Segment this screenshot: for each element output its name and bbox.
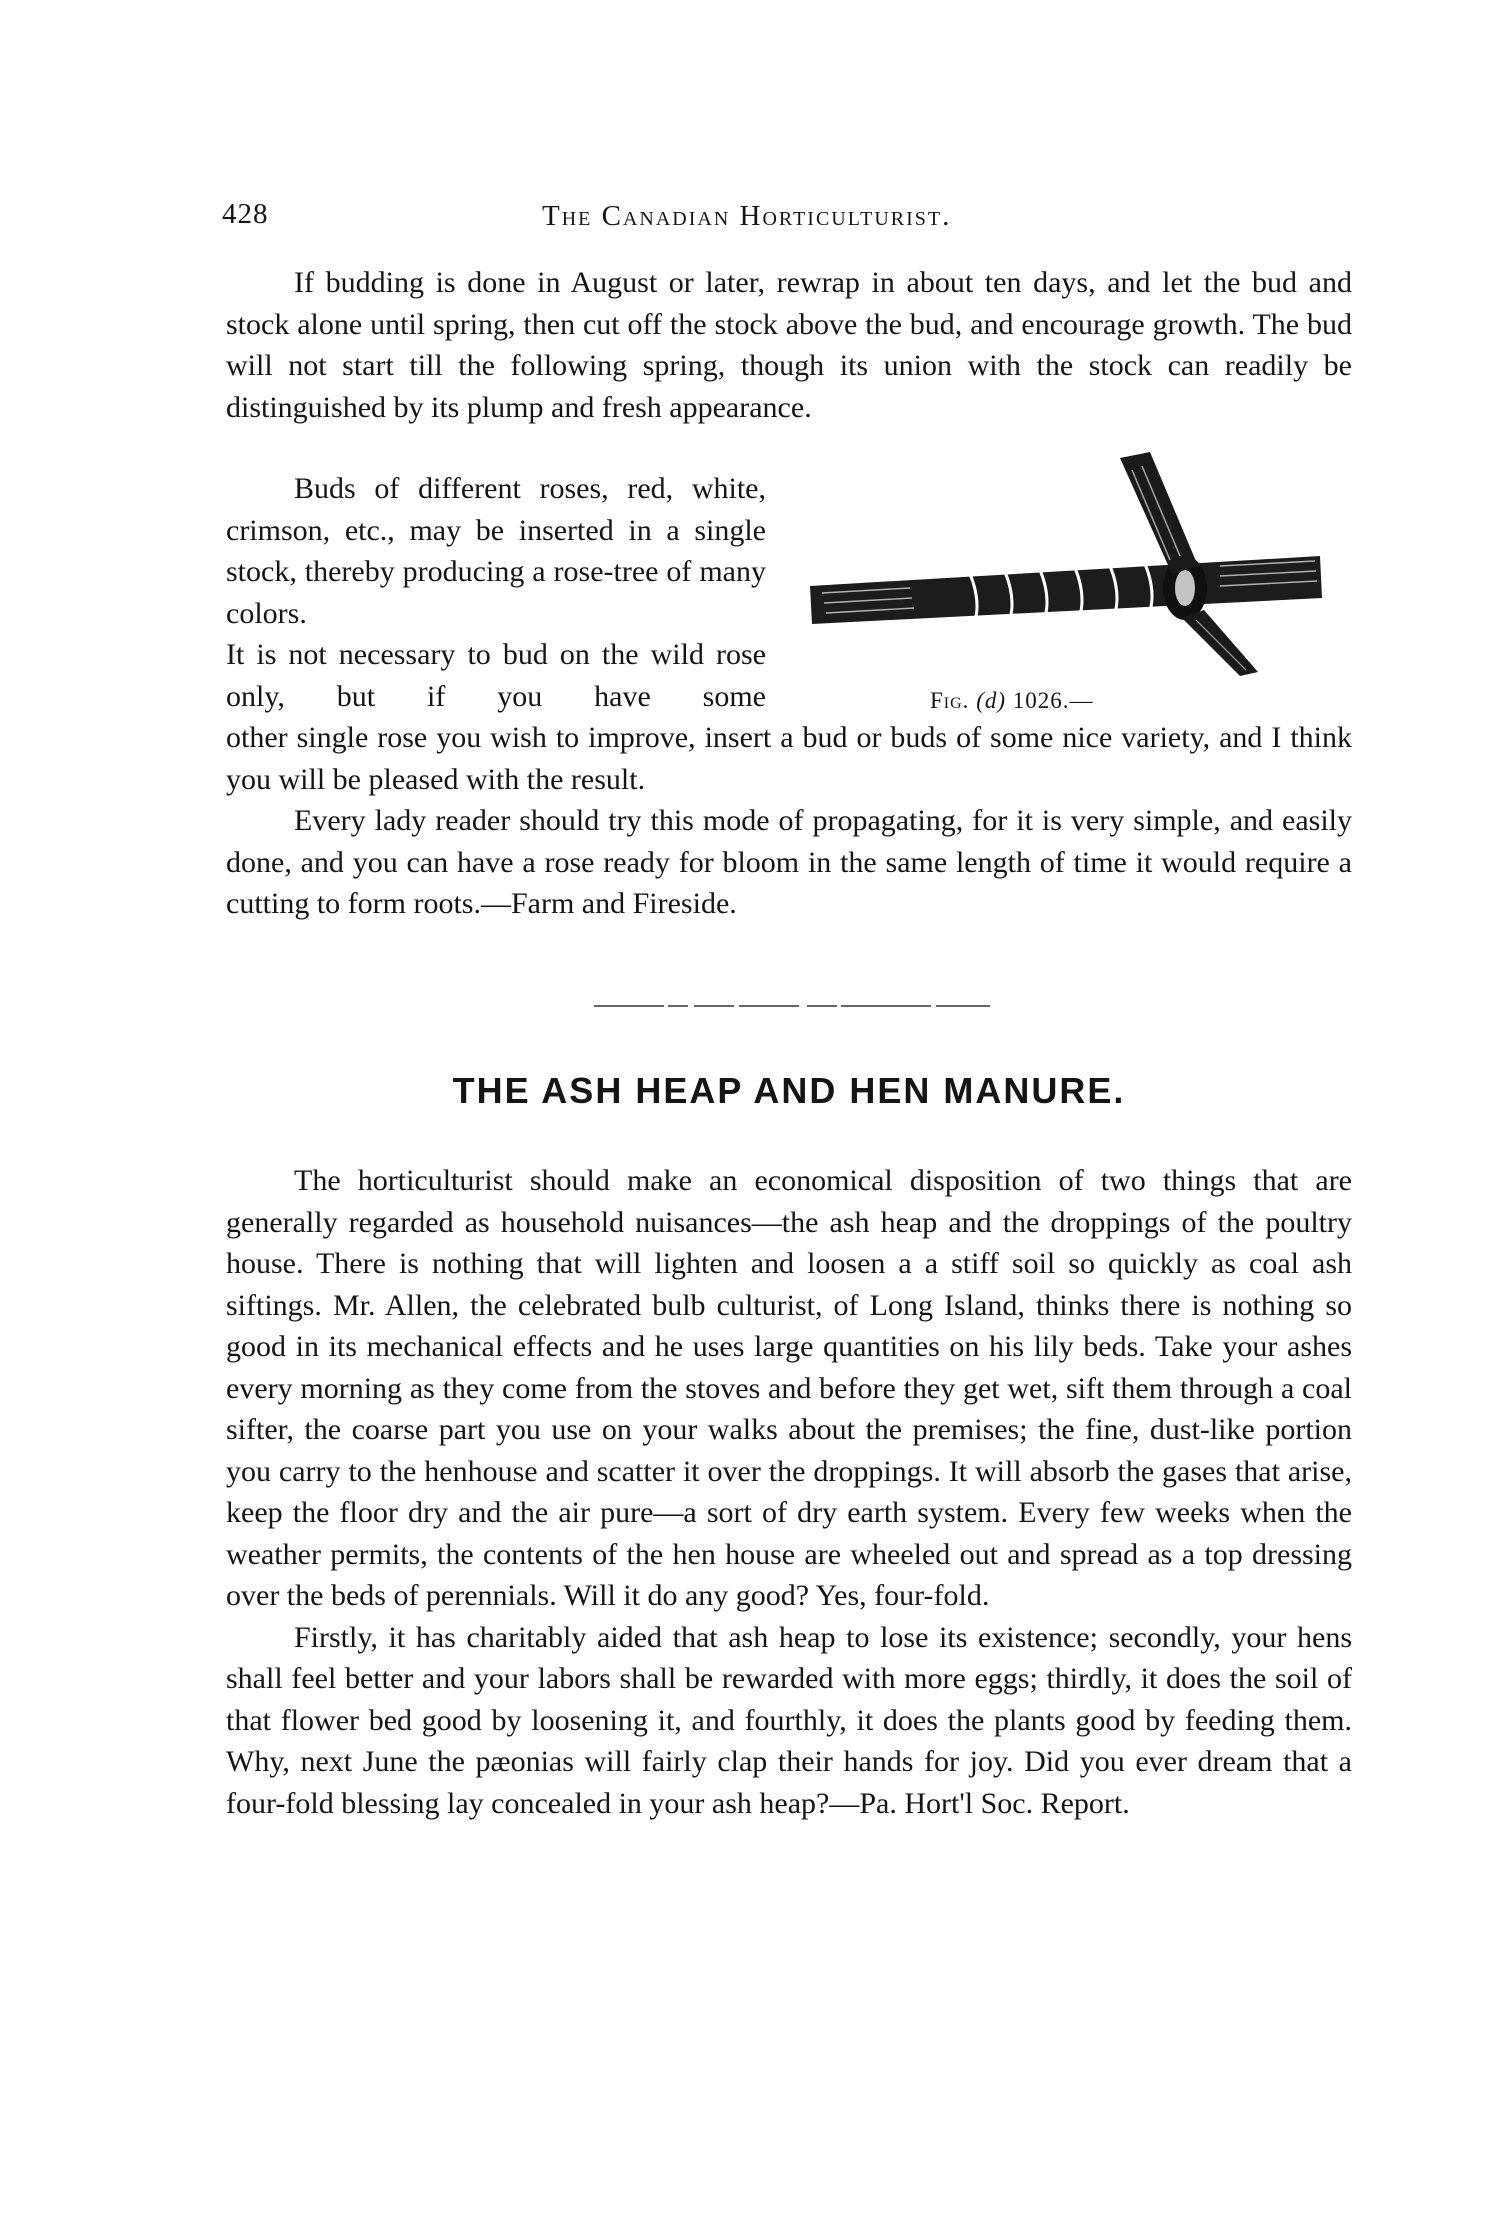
paragraph-wild-rose-end: other single rose you wish to improve, insert a bud or buds of some nice variety, and I think you will be pleased with the result.	[226, 721, 1352, 796]
paragraph-buds-different-roses: Buds of different roses, red, white, crimson, etc., may be inserted in a single stock, thereby producing a rose-tree of many colors.	[226, 472, 766, 630]
running-head	[222, 198, 1352, 248]
paragraph-lady-reader: Every lady reader should try this mode of propagating, for it is very simple, and easily done, and you can have a rose ready for bloom in the same length of time it would require a cutting to form roots.—Farm and Fireside.	[226, 804, 1352, 920]
journal-title: The Canadian Horticulturist.	[542, 200, 952, 232]
article-ash-heap	[226, 1160, 1352, 1824]
article-title: THE ASH HEAP AND HEN MANURE.	[452, 1070, 1126, 1111]
paragraph-wild-rose-start: It is not necessary to bud on the wild rose only, but if you have some	[226, 638, 766, 713]
article-budding-intro	[226, 262, 1352, 428]
figure-caption-prefix: Fig.	[930, 688, 970, 713]
figure-caption-number: 1026.—	[1012, 688, 1094, 713]
article-budding-end	[226, 717, 1352, 925]
paragraph-horticulturist: The horticulturist should make an economical disposition of two things that are generally regarded as household nuisances—the ash heap and the droppings of the poultry house. There is nothing that will lighten and loosen a a stiff soil so quickly as coal ash siftings. Mr. Allen, the celebrated bulb culturist, of Long Island, thinks there is nothing so good in its mechanical effects and he uses large quantities on his lily beds. Take your ashes every morning as they come from the stoves and before they get wet, sift them through a coal sifter, the coarse part you use on your walks about the premises; the fine, dust-like portion you carry to the henhouse and scatter it over the droppings. It will absorb the gases that arise, keep the floor dry and the air pure—a sort of dry earth system. Every few weeks when the weather permits, the contents of the hen house are wheeled out and spread as a top dressing over the beds of perennials. Will it do any good? Yes, four-fold.	[226, 1164, 1352, 1612]
paragraph-firstly: Firstly, it has charitably aided that ash heap to lose its existence; secondly, your hens shall feel better and your labors shall be rewarded with more eggs; thirdly, it does the soil of that flower bed good by loosening it, and fourthly, it does the plants good by feeding them. Why, next June the pæonias will fairly clap their hands for joy. Did you ever dream that a four-fold blessing lay concealed in your ash heap?—Pa. Hort'l Soc. Report.	[226, 1620, 1352, 1820]
budded-stem-illustration	[800, 448, 1340, 678]
paragraph-budding-august: If budding is done in August or later, rewrap in about ten days, and let the bud and stock alone until spring, then cut off the stock above the bud, and encourage growth. The bud will not start till the following spring, though its union with the stock can readily be distinguished by its plump and fresh appearance.	[226, 266, 1352, 424]
figure-caption-letter: (d)	[976, 688, 1007, 713]
figure-budded-stem	[800, 448, 1340, 678]
article-budding-wrap	[226, 468, 766, 717]
page-number: 428	[222, 198, 269, 230]
figure-caption	[930, 688, 1094, 714]
section-separator	[594, 1003, 990, 1009]
